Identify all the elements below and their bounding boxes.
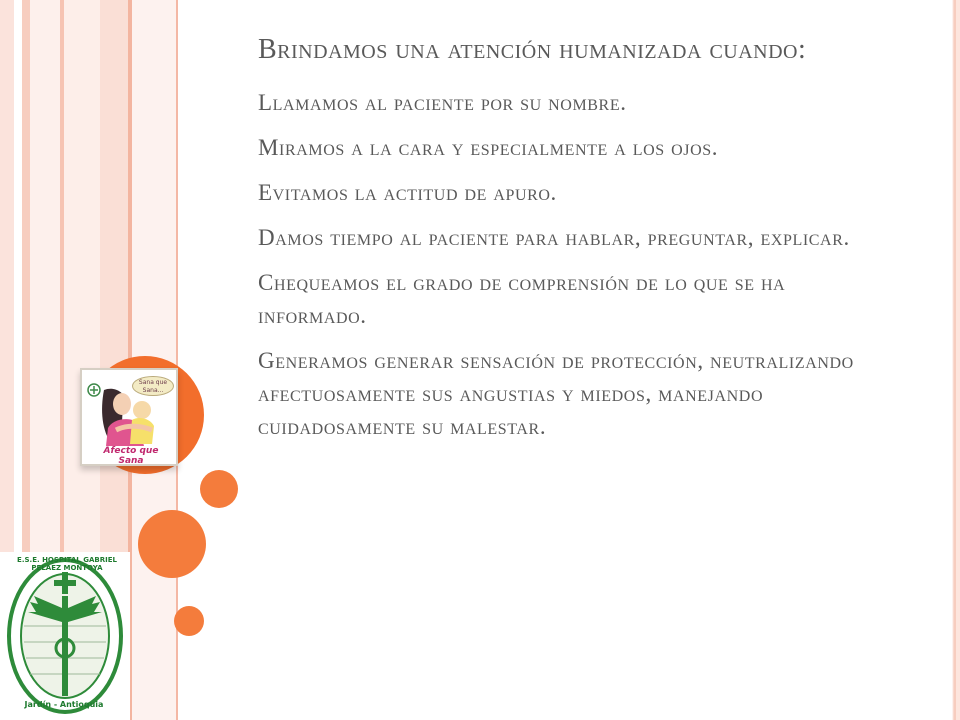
bullet-item: Chequeamos el grado de comprensión de lo que se ha informado. [258, 270, 786, 328]
logo-caption: Afecto que Sana [103, 446, 159, 466]
right-decorative-edge [952, 0, 960, 720]
decorative-circle-medium [138, 510, 206, 578]
bullet-item: Evitamos la actitud de apuro. [258, 180, 557, 205]
bullet-item: Llamamos al paciente por su nombre. [258, 90, 627, 115]
decorative-circle-small [174, 606, 204, 636]
emblem-location: Jardín - Antioquia [24, 700, 104, 709]
hospital-seal-icon [4, 556, 126, 716]
emblem-hospital-name: E.S.E. HOSPITAL GABRIEL PELAEZ MONTOYA [17, 556, 117, 572]
bullet-item: Generamos generar sensación de protección, neutralizando afectuosamente sus angustias y miedos, manejando cuidadosamente su malestar. [258, 348, 854, 439]
decorative-circle-small [200, 470, 238, 508]
logo-speech-bubble: Sana que Sana... [132, 376, 174, 396]
campaign-logo-image [80, 368, 178, 466]
bullet-item: Damos tiempo al paciente para hablar, preguntar, explicar. [258, 225, 850, 250]
bullet-list [258, 86, 898, 443]
bullet-item: Miramos a la cara y especialmente a los ojos. [258, 135, 719, 160]
slide-content [258, 30, 898, 455]
hospital-emblem [0, 552, 130, 720]
slide-title: Brindamos una atención humanizada cuando: [258, 34, 807, 65]
